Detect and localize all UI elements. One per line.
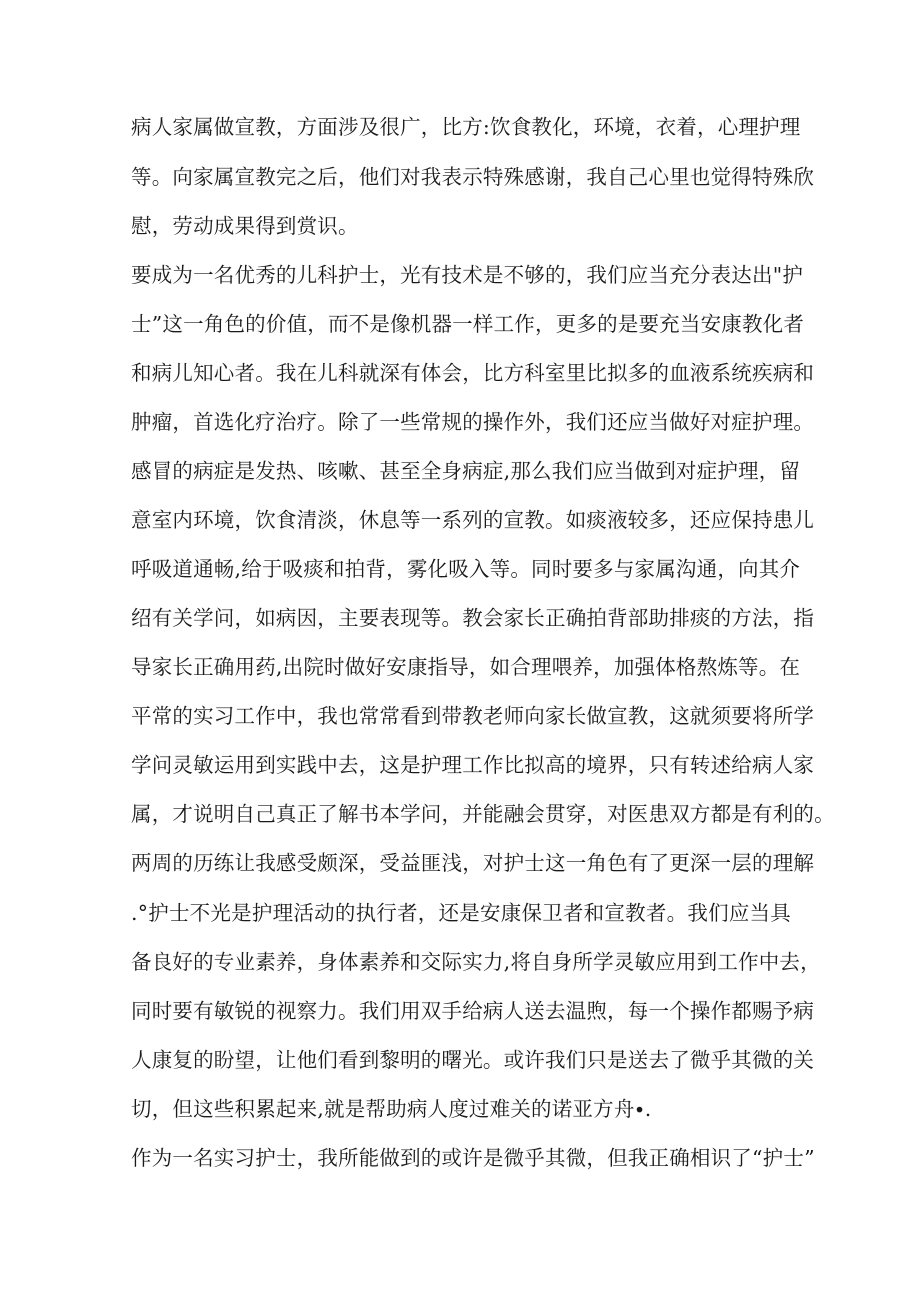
text-line: 导家长正确用药,出院时做好安康指导，如合理喂养，加强体格熬炼等。在 <box>131 655 801 679</box>
text-line: 感冒的病症是发热、咳嗽、甚至全身病症,那么我们应当做到对症护理，留 <box>131 459 801 483</box>
text-line: 要成为一名优秀的儿科护士，光有技术是不够的，我们应当充分表达出"护 <box>131 263 804 287</box>
text-line: 意室内环境，饮食清淡，休息等一系列的宣教。如痰液较多，还应保持患儿 <box>131 508 815 532</box>
text-line: 备良好的专业素养，身体素养和交际实力,将自身所学灵敏应用到工作中去， <box>131 950 821 974</box>
text-line: 平常的实习工作中，我也常常看到带教老师向家长做宣教，这就须要将所学 <box>131 704 815 728</box>
text-line: 切，但这些积累起来,就是帮助病人度过难关的诺亚方舟∙. <box>131 1097 652 1121</box>
text-line: 等。向家属宣教完之后，他们对我表示特殊感谢，我自己心里也觉得特殊欣 <box>131 165 815 189</box>
text-line: 和病儿知心者。我在儿科就深有体会，比方科室里比拟多的血液系统疾病和 <box>131 361 815 385</box>
text-line: .°护士不光是护理活动的执行者，还是安康保卫者和宣教者。我们应当具 <box>131 901 791 925</box>
text-line: 慰，劳动成果得到赏识。 <box>131 214 359 238</box>
text-line: 同时要有敏锐的视察力。我们用双手给病人送去温煦，每一个操作都赐予病 <box>131 999 815 1023</box>
text-line: 肿瘤，首选化疗治疗。除了一些常规的操作外，我们还应当做好对症护理。 <box>131 410 815 434</box>
text-line: 呼吸道通畅,给于吸痰和拍背，雾化吸入等。同时要多与家属沟通，向其介 <box>131 557 801 581</box>
text-line: 士”这一角色的价值，而不是像机器一样工作，更多的是要充当安康教化者 <box>131 312 805 336</box>
text-line: 两周的历练让我感受颇深，受益匪浅，对护士这一角色有了更深一层的理解 <box>131 851 815 875</box>
text-line: 绍有关学问，如病因，主要表现等。教会家长正确拍背部助排痰的方法，指 <box>131 606 815 630</box>
text-line: 人康复的盼望，让他们看到黎明的曙光。或许我们只是送去了微乎其微的关 <box>131 1048 815 1072</box>
text-line: 作为一名实习护士，我所能做到的或许是微乎其微，但我正确相识了“护士” <box>131 1146 815 1170</box>
text-line: 属，才说明自己真正了解书本学问，并能融会贯穿，对医患双方都是有利的。 <box>131 802 835 826</box>
text-line: 学问灵敏运用到实践中去，这是护理工作比拟高的境界，只有转述给病人家 <box>131 753 815 777</box>
text-line: 病人家属做宣教，方面涉及很广，比方:饮食教化，环境，衣着，心理护理 <box>131 115 801 139</box>
